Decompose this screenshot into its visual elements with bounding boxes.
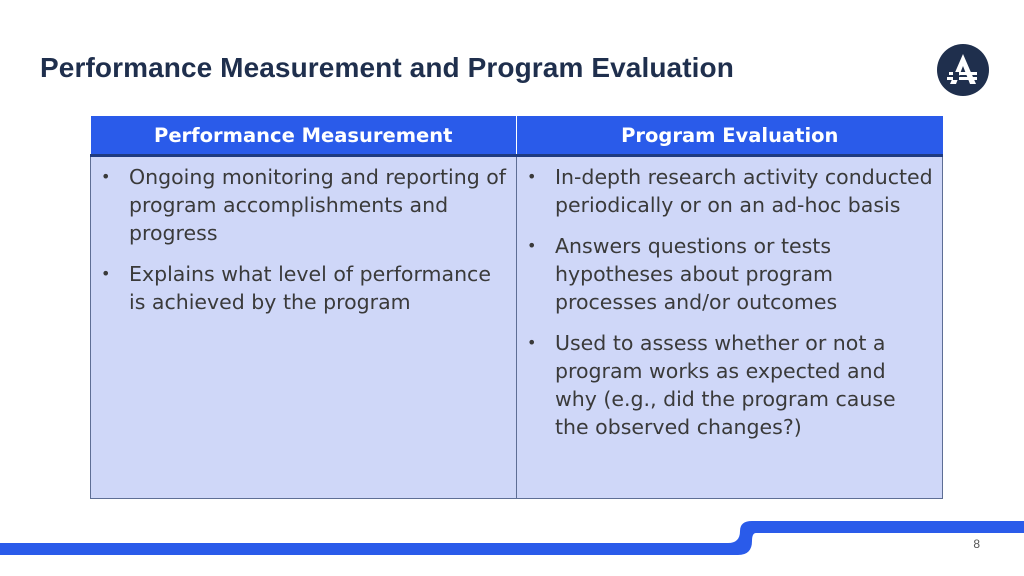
bullet-text: Ongoing monitoring and reporting of program accomplishments and progress [129, 165, 506, 245]
bullet-icon: • [527, 333, 537, 352]
bullet-text: Used to assess whether or not a program works as expected and why (e.g., did the program cause the observed changes?) [555, 331, 896, 439]
bullet-item [525, 232, 934, 316]
bullet-icon: • [527, 167, 537, 186]
bullet-text: Explains what level of performance is achieved by the program [129, 262, 491, 314]
bullet-text: In-depth research activity conducted periodically or on an ad-hoc basis [555, 165, 933, 217]
footer-accent-band [0, 519, 1024, 559]
bullet-icon: • [101, 167, 111, 186]
bullet-item [99, 163, 508, 247]
slide-title: Performance Measurement and Program Evaluation [40, 52, 734, 83]
column-header-performance-measurement: Performance Measurement [91, 116, 517, 156]
program-evaluation-cell [517, 156, 943, 499]
bullet-item [525, 329, 934, 441]
brand-logo-icon [937, 44, 989, 96]
bullet-item [525, 163, 934, 219]
column-header-program-evaluation: Program Evaluation [517, 116, 943, 156]
bullet-item [99, 260, 508, 316]
page-number: 8 [973, 537, 980, 551]
bullet-text: Answers questions or tests hypotheses about program processes and/or outcomes [555, 234, 838, 314]
bullet-icon: • [101, 264, 111, 283]
bullet-icon: • [527, 236, 537, 255]
comparison-table [90, 116, 943, 499]
performance-measurement-cell [91, 156, 517, 499]
